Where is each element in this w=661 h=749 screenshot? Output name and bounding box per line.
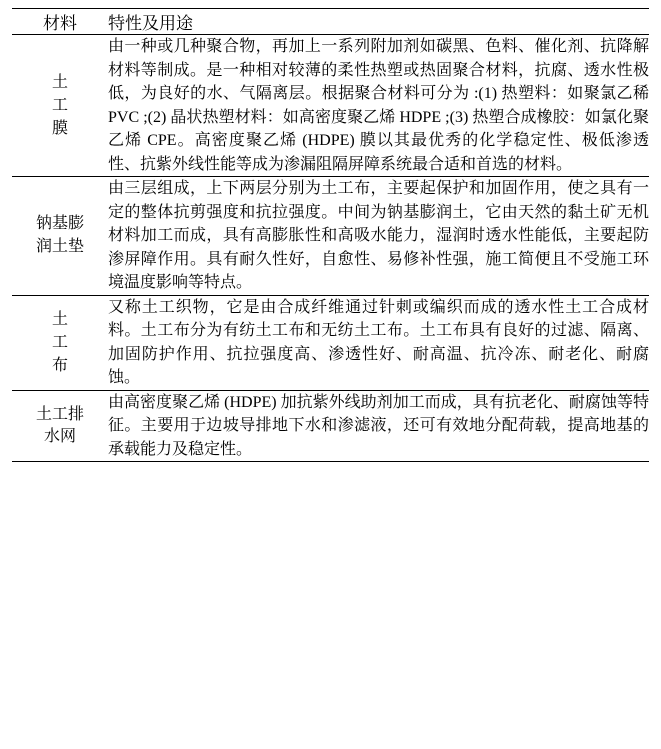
description-cell: 由一种或几种聚合物，再加上一系列附加剂如碳黑、色料、催化剂、抗降解材料等制成。是一种相对较薄的柔性热塑或热固聚合材料，抗腐、透水性极低，为良好的水、气隔离层。根据聚合材料可分为 :(1) 热塑料：如聚氯乙稀 PVC ;(2) 晶状热塑材料：如高密度聚乙烯 HDPE ;(3) 热塑合成橡胶：如氯化聚乙烯 CPE。高密度聚乙烯 (HDPE) 膜以其最优秀的化学稳定性、极低渗透性、抗紫外线性能等成为渗漏阻隔屏障系统最合适和首选的材料。 [108,35,649,177]
material-label-line: 工 [51,334,68,352]
table-head [12,9,649,35]
material-label-line: 土工排 [35,405,84,423]
column-header-material: 材料 [12,9,108,35]
table-header-row [12,9,649,35]
material-label-line: 土 [51,310,68,328]
material-cell [12,35,108,177]
material-label [52,308,68,378]
material-cell [12,177,108,296]
material-label-line: 工 [51,96,68,114]
description-cell: 由高密度聚乙烯 (HDPE) 加抗紫外线助剂加工而成，具有抗老化、耐腐蚀等特征。主要用于边坡导排地下水和渗滤液，还可有效地分配荷载，提高地基的承载能力及稳定性。 [108,390,649,462]
table-row [12,35,649,177]
material-label-line: 土 [51,73,68,91]
material-label-line: 钠基膨 [35,215,84,233]
material-label-line: 布 [51,357,68,375]
material-label-line: 膜 [51,120,68,138]
material-label-line: 润土垫 [35,237,84,255]
table-body [12,35,649,462]
material-label-line: 水网 [43,428,76,445]
material-label [52,71,68,141]
material-label [30,404,90,449]
material-label [30,213,90,258]
materials-table [12,8,649,462]
description-cell: 由三层组成，上下两层分别为土工布，主要起保护和加固作用，使之具有一定的整体抗剪强度和抗拉强度。中间为钠基膨润土，它由天然的黏土矿无机材料加工而成，具有高膨胀性和高吸水能力，湿润时透水性能低，主要起防渗屏障作用。具有耐久性好，自愈性、易修补性强，施工简便且不受施工环境温度影响等特点。 [108,177,649,296]
material-cell [12,390,108,462]
table-row [12,390,649,462]
material-cell [12,295,108,390]
column-header-description: 特性及用途 [108,9,649,35]
table-row [12,295,649,390]
table-row [12,177,649,296]
description-cell: 又称土工织物，它是由合成纤维通过针刺或编织而成的透水性土工合成材料。土工布分为有纺土工布和无纺土工布。土工布具有良好的过滤、隔离、加固防护作用、抗拉强度高、渗透性好、耐高温、抗冷冻、耐老化、耐腐蚀。 [108,295,649,390]
